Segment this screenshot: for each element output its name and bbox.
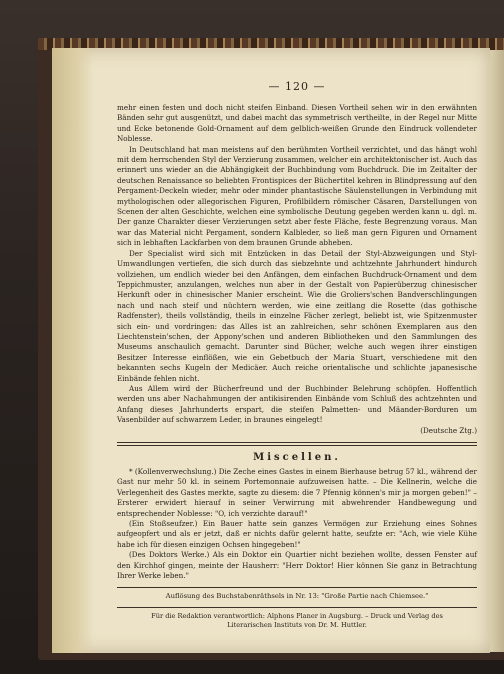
section-divider (117, 442, 477, 446)
divider (117, 587, 477, 588)
imprint (117, 612, 477, 629)
anecdote: (Des Doktors Werke.) Als ein Doktor ein Quartier nicht beziehen wollte, dessen Fenster auf den Kirchhof gingen, meinte der Hausherr: "Herr Doktor! Hier können Sie ganz in Betrachtung Ihrer Werke leben." (117, 550, 477, 581)
source-signature: (Deutsche Ztg.) (420, 425, 477, 435)
page-content (117, 80, 477, 630)
divider (117, 607, 477, 608)
imprint-line: Literarischen Instituts von Dr. M. Huttler. (227, 621, 367, 630)
anecdote: (Ein Stoßseufzer.) Ein Bauer hatte sein ganzes Vermögen zur Erziehung eines Sohnes aufgeopfert und als er jetzt, daß er nichts dafür gelernt hatte, seufzte er: "Ach, wie viele Kühe habe ich für diesen einzigen Ochsen hingegeben!" (117, 519, 477, 549)
page-number-value: 120 (285, 80, 309, 93)
paragraph: Aus Allem wird der Bücherfreund und der Buchbinder Belehrung schöpfen. Hoffentlich werden uns aber Nachahmungen der antikisirenden Einbände vom Schluß des achtzehnten und Anfang dieses Jahrhunderts erspart, die steifen Palmetten- und Mäander-Borduren um Vasenbilder auf schwarzem Leder, in braunes eingelegt! (117, 383, 477, 425)
page-number: — 120 — (268, 80, 326, 93)
section-heading: Miscellen. (253, 452, 341, 463)
anecdote: * (Kollenverwechslung.) Die Zeche eines Gastes in einem Bierhause betrug 57 kl., während der Gast nur mehr 50 kl. in seinem Portemonnaie aufzuweisen hatte. – Die Kellnerin, welche die Verlegenheit des Gastes merkte, sagte zu diesem: die 7 Pfennig können's mir ja morgen geben!" – Ersterer erwidert hierauf in seiner Verwirrung mit abwehrender Handbewegung und entsprechender Noblesse: "O, ich verzichte darauf!" (117, 467, 477, 518)
article-body (117, 103, 477, 436)
imprint-line: Für die Redaktion verantwortlich: Alphons Planer in Augsburg. – Druck und Verlag des (151, 612, 443, 621)
paragraph: mehr einen festen und doch nicht steifen Einband. Diesen Vortheil sehen wir in den erwähnten Bänden sehr gut ausgenützt, und dabei macht das symmetrisch vertheilte, in der Regel nur Mitte und Ecke betonende Gold-Ornament auf dem gelblich-weißen Grunde den Eindruck vollendeter Noblesse. (117, 103, 477, 144)
page-edge (490, 50, 504, 652)
paragraph: In Deutschland hat man meistens auf den berühmten Vortheil verzichtet, und das hängt wohl mit dem herrschenden Styl der Verzierung zusammen, welcher ein architektonischer ist. Auch das erinnert uns wieder an die Abhängigkeit der Buchbindung vom Buchdruck. Die im Zeitalter der deutschen Renaissance so beliebten Frontispices der Büchertitel kehren in Blindpressung auf den Pergament-Deckeln wieder, mehr oder minder phantastische Säulenstellungen in Verbindung mit mythologischen oder allegorischen Figuren, Profilbildern römischer Cäsaren, Darstellungen von Scenen der alten Geschichte, welchen eine symbolische Deutung gegeben werden kann u. dgl. m. Der ganze Charakter dieser Verzierungen setzt aber feste Fläche, feste Begrenzung voraus. Man war das Material nicht Pergament, sondern Kalbleder, so ließ man gern Figuren und Ornament sich in lebhaften Lackfarben von dem braunen Grunde abheben. (117, 144, 477, 248)
miscellany-section (117, 467, 477, 581)
puzzle-solution: Auflösung des Buchstabenräthsels in Nr. 13: "Große Partie nach Chiemsee." (165, 592, 429, 601)
paragraph: Der Specialist wird sich mit Entzücken in das Detail der Styl-Abzweigungen und Styl-Umwandlungen vertiefen, die sich durch das siebzehnte und achtzehnte Jahrhundert hindurch vollziehen, um endlich wieder bei den Anfängen, dem einfachen Buchdruck-Ornament und dem Teppichmuster, anzulangen, welches nun aber in der Gestalt von Papierüberzug chinesischer Herkunft oder in chinesischer Manier erscheint. Wie die Groliers'schen Bandverschlingungen nach und nach steif und nüchtern werden, wie eine zeitlang die Rosette (das gothische Radfenster), theils vollständig, theils in einzelne Fächer zerlegt, beliebt ist, wie Spitzenmuster sich ein- und vordringen: das Alles ist an zahlreichen, sehr schönen Exemplaren aus den Liechtenstein'schen, der Appony'schen und anderen Bibliotheken und den Sammlungen des Museums anschaulich gemacht. Darunter sind Bücher, welche auch wegen ihrer einstigen Besitzer Interesse einflößen, wie ein Gebetbuch der Maria Stuart, verschiedene mit den bekannten sechs Kugeln der Medicäer. Auch reiche orientalische und schlichte japanesische Einbände fehlen nicht. (117, 248, 477, 383)
page-gutter (52, 48, 94, 653)
